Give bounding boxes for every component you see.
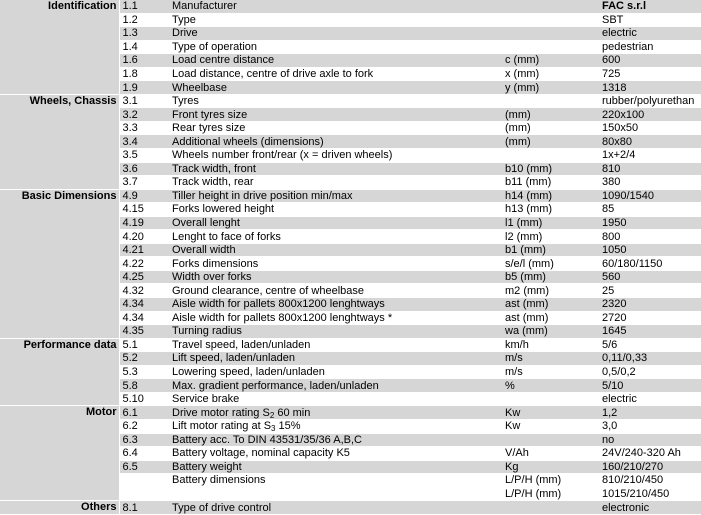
row-number: 1.8 (119, 67, 169, 81)
row-value: 560 (599, 270, 701, 284)
row-description: Battery voltage, nominal capacity K5 (169, 447, 502, 461)
row-value: 1015/210/450 (599, 487, 701, 501)
row-unit (502, 13, 599, 27)
spec-row (0, 501, 701, 515)
row-number: 4.15 (119, 203, 169, 217)
row-value: 600 (599, 54, 701, 68)
row-description (169, 487, 502, 501)
row-number: 3.2 (119, 108, 169, 122)
row-value: electric (599, 392, 701, 406)
row-number: 1.1 (119, 0, 169, 13)
row-unit (502, 94, 599, 108)
row-unit: wa (mm) (502, 325, 599, 339)
row-description: Type of drive control (169, 501, 502, 515)
row-number: 3.5 (119, 149, 169, 163)
description-text: Lift motor rating at S (172, 420, 272, 433)
row-unit: b5 (mm) (502, 270, 599, 284)
row-description: Travel speed, laden/unladen (169, 338, 502, 352)
row-unit (502, 392, 599, 406)
section-label: Performance data (0, 338, 119, 406)
row-number (119, 487, 169, 501)
row-value: 1950 (599, 216, 701, 230)
row-value: 810 (599, 162, 701, 176)
row-value: 1645 (599, 325, 701, 339)
row-number: 4.21 (119, 243, 169, 257)
row-value: 1x+2/4 (599, 149, 701, 163)
row-number: 5.3 (119, 365, 169, 379)
row-number: 4.32 (119, 284, 169, 298)
row-description: Track width, front (169, 162, 502, 176)
row-unit (502, 149, 599, 163)
row-value: 24V/240-320 Ah (599, 447, 701, 461)
row-description (169, 406, 502, 420)
row-number: 4.22 (119, 257, 169, 271)
row-value: 160/210/270 (599, 460, 701, 474)
row-description: Aisle width for pallets 800x1200 lenghtways * (169, 311, 502, 325)
row-value: 85 (599, 203, 701, 217)
row-value: 2320 (599, 298, 701, 312)
row-description: Load centre distance (169, 54, 502, 68)
row-number: 4.25 (119, 270, 169, 284)
row-value: 150x50 (599, 121, 701, 135)
row-number: 6.4 (119, 447, 169, 461)
row-value: 220x100 (599, 108, 701, 122)
row-number: 1.6 (119, 54, 169, 68)
row-number: 3.1 (119, 94, 169, 108)
row-description: Battery weight (169, 460, 502, 474)
spec-row (0, 338, 701, 352)
row-unit: h13 (mm) (502, 203, 599, 217)
row-value: 800 (599, 230, 701, 244)
row-value: FAC s.r.l (599, 0, 701, 13)
row-unit: % (502, 379, 599, 393)
row-value: 380 (599, 176, 701, 190)
row-unit: m/s (502, 352, 599, 366)
row-number: 3.7 (119, 176, 169, 190)
row-unit: s/e/l (mm) (502, 257, 599, 271)
row-description: Wheels number front/rear (x = driven wheels) (169, 149, 502, 163)
row-unit: Kw (502, 406, 599, 420)
row-number: 6.3 (119, 433, 169, 447)
section-label: Others (0, 501, 119, 515)
row-description: Overall lenght (169, 216, 502, 230)
row-unit: l1 (mm) (502, 216, 599, 230)
section-label: Basic Dimensions (0, 189, 119, 338)
row-description: Additional wheels (dimensions) (169, 135, 502, 149)
row-description: Load distance, centre of drive axle to fork (169, 67, 502, 81)
row-value: 5/10 (599, 379, 701, 393)
row-description: Manufacturer (169, 0, 502, 13)
row-number: 5.1 (119, 338, 169, 352)
row-description: Lift speed, laden/unladen (169, 352, 502, 366)
description-suffix: 15% (275, 420, 301, 433)
row-value: 60/180/1150 (599, 257, 701, 271)
row-number: 1.9 (119, 81, 169, 95)
row-unit: h14 (mm) (502, 189, 599, 203)
row-unit: L/P/H (mm) (502, 474, 599, 488)
row-unit: b1 (mm) (502, 243, 599, 257)
row-number: 3.3 (119, 121, 169, 135)
row-number: 4.34 (119, 311, 169, 325)
row-description: Turning radius (169, 325, 502, 339)
row-unit (502, 40, 599, 54)
row-value: 0,11/0,33 (599, 352, 701, 366)
row-value: rubber/polyurethan (599, 94, 701, 108)
description-text: Drive motor rating S (172, 406, 270, 419)
row-unit: y (mm) (502, 81, 599, 95)
spec-row (0, 406, 701, 420)
row-number: 3.6 (119, 162, 169, 176)
row-number: 6.2 (119, 419, 169, 433)
row-unit: Kg (502, 460, 599, 474)
row-unit (502, 433, 599, 447)
row-description: Battery dimensions (169, 474, 502, 488)
section-label: Motor (0, 406, 119, 501)
row-description: Lenght to face of forks (169, 230, 502, 244)
row-description: Lowering speed, laden/unladen (169, 365, 502, 379)
row-description (169, 419, 502, 433)
row-value: pedestrian (599, 40, 701, 54)
row-value: 1318 (599, 81, 701, 95)
row-description: Max. gradient performance, laden/unladen (169, 379, 502, 393)
row-value: electric (599, 27, 701, 41)
spec-row (0, 94, 701, 108)
row-description: Width over forks (169, 270, 502, 284)
row-unit: b10 (mm) (502, 162, 599, 176)
row-number: 6.5 (119, 460, 169, 474)
row-value: 0,5/0,2 (599, 365, 701, 379)
row-unit (502, 27, 599, 41)
row-unit: x (mm) (502, 67, 599, 81)
row-description: Overall width (169, 243, 502, 257)
row-value: SBT (599, 13, 701, 27)
row-description: Forks dimensions (169, 257, 502, 271)
row-value: no (599, 433, 701, 447)
row-unit: l2 (mm) (502, 230, 599, 244)
row-number: 5.2 (119, 352, 169, 366)
row-number: 1.4 (119, 40, 169, 54)
row-unit: m2 (mm) (502, 284, 599, 298)
row-number: 1.3 (119, 27, 169, 41)
row-description: Type (169, 13, 502, 27)
row-value: 725 (599, 67, 701, 81)
row-value: 3,0 (599, 419, 701, 433)
row-number (119, 474, 169, 488)
row-description: Type of operation (169, 40, 502, 54)
row-value: 2720 (599, 311, 701, 325)
description-suffix: 60 min (274, 406, 311, 419)
row-number: 1.2 (119, 13, 169, 27)
row-number: 4.19 (119, 216, 169, 230)
row-description: Battery acc. To DIN 43531/35/36 A,B,C (169, 433, 502, 447)
row-description: Forks lowered height (169, 203, 502, 217)
row-value: 1,2 (599, 406, 701, 420)
row-value: 25 (599, 284, 701, 298)
row-unit (502, 0, 599, 13)
row-number: 6.1 (119, 406, 169, 420)
row-value: 1050 (599, 243, 701, 257)
row-number: 4.34 (119, 298, 169, 312)
row-number: 5.8 (119, 379, 169, 393)
spec-row (0, 0, 701, 13)
row-unit: (mm) (502, 121, 599, 135)
row-value: 5/6 (599, 338, 701, 352)
section-label: Identification (0, 0, 119, 94)
row-description: Rear tyres size (169, 121, 502, 135)
description-subscript: 3 (271, 424, 276, 433)
row-description: Wheelbase (169, 81, 502, 95)
description-subscript: 2 (269, 410, 275, 420)
row-description: Tyres (169, 94, 502, 108)
row-value: 1090/1540 (599, 189, 701, 203)
row-number: 4.35 (119, 325, 169, 339)
row-unit: (mm) (502, 108, 599, 122)
row-number: 4.20 (119, 230, 169, 244)
row-unit (502, 501, 599, 515)
row-description: Tiller height in drive position min/max (169, 189, 502, 203)
row-value: electronic (599, 501, 701, 515)
row-description: Service brake (169, 392, 502, 406)
row-unit: V/Ah (502, 447, 599, 461)
row-description: Ground clearance, centre of wheelbase (169, 284, 502, 298)
row-description: Track width, rear (169, 176, 502, 190)
row-unit: L/P/H (mm) (502, 487, 599, 501)
row-number: 4.9 (119, 189, 169, 203)
row-unit: b11 (mm) (502, 176, 599, 190)
row-unit: ast (mm) (502, 298, 599, 312)
row-unit: km/h (502, 338, 599, 352)
row-number: 3.4 (119, 135, 169, 149)
row-number: 5.10 (119, 392, 169, 406)
spec-row (0, 189, 701, 203)
row-number: 8.1 (119, 501, 169, 515)
section-label: Wheels, Chassis (0, 94, 119, 189)
row-unit: Kw (502, 419, 599, 433)
row-unit: (mm) (502, 135, 599, 149)
row-unit: ast (mm) (502, 311, 599, 325)
row-unit: c (mm) (502, 54, 599, 68)
row-description: Aisle width for pallets 800x1200 lenghtways (169, 298, 502, 312)
row-value: 810/210/450 (599, 474, 701, 488)
row-description: Drive (169, 27, 502, 41)
row-unit: m/s (502, 365, 599, 379)
row-description: Front tyres size (169, 108, 502, 122)
row-value: 80x80 (599, 135, 701, 149)
